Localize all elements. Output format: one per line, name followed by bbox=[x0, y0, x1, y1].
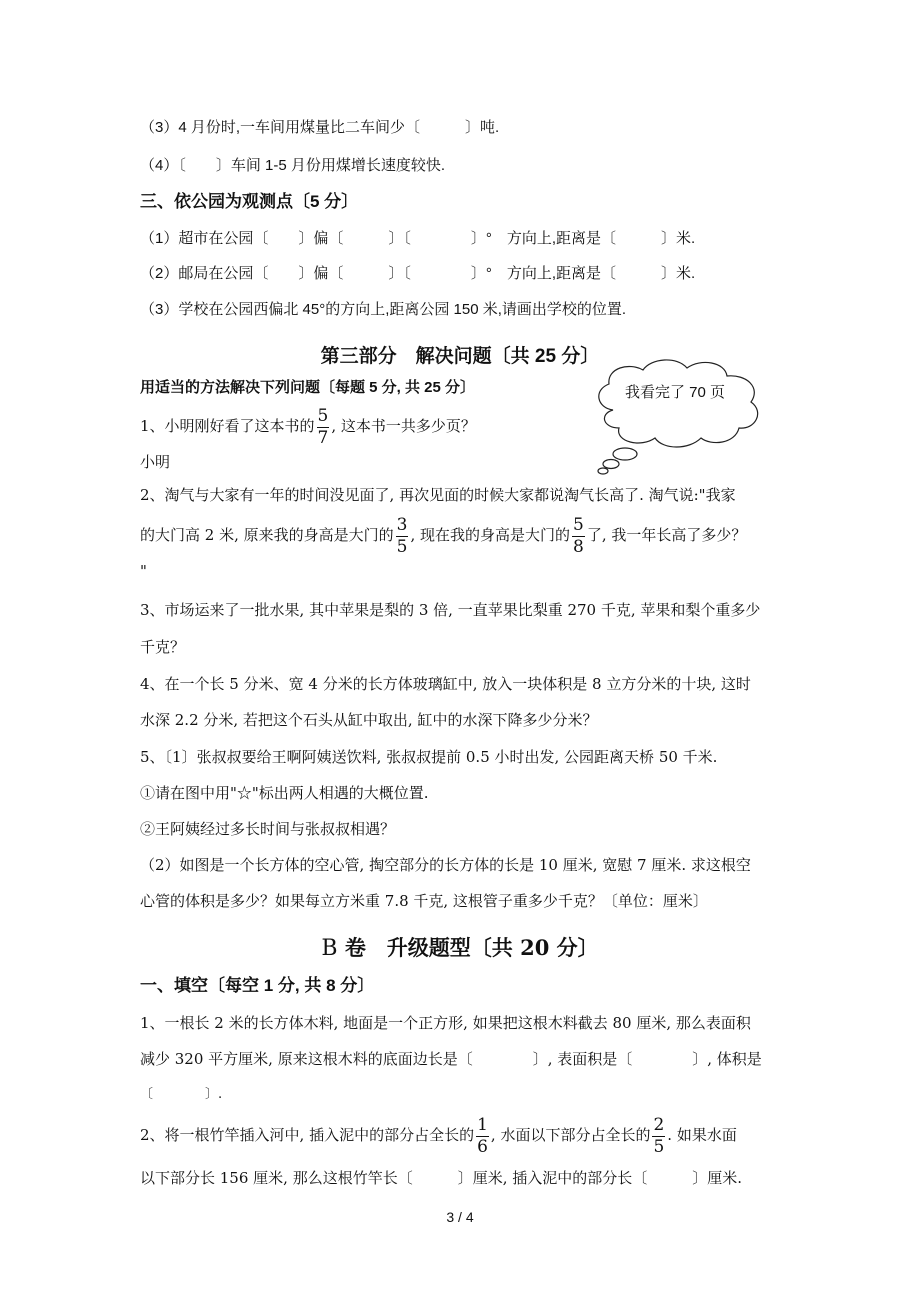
part-3-title: 第三部分 解决问题〔共 25 分〕 bbox=[320, 346, 600, 367]
problem-4-line-1: 4、在一个长 5 分米、宽 4 分米的长方体玻璃缸中, 放入一块体积是 8 立方分米的十块, 这时 bbox=[140, 675, 751, 693]
fraction-3-5: $\frac{3}{5}$ bbox=[396, 514, 408, 557]
problem-3-line-2: 千克？ bbox=[140, 638, 186, 656]
part-b-title: B 卷 升级题型〔共 20 分〕 bbox=[321, 935, 599, 961]
problem-5-line-4: （2）如图是一个长方体的空心管, 掏空部分的长方体的长是 10 厘米, 宽慰 7 厘米. 求这根空 bbox=[140, 856, 751, 874]
problem-1-name: 小明 bbox=[140, 453, 171, 471]
b-problem-1-line-1: 1、一根长 2 米的长方体木料, 地面是一个正方形, 如果把这根木料截去 80 厘米, 那么表面积 bbox=[140, 1014, 751, 1032]
observation-3-school: （3）学校在公园西偏北 45°的方向上,距离公园 150 米,请画出学校的位置. bbox=[140, 301, 627, 318]
part-b-section-1-heading: 一、填空〔每空 1 分, 共 8 分〕 bbox=[140, 976, 375, 995]
problem-5-line-2: ①请在图中用"☆"标出两人相遇的大概位置. bbox=[140, 784, 429, 802]
problem-5-line-3: ②王阿姨经过多长时间与张叔叔相遇？ bbox=[140, 820, 396, 838]
thought-bubble-text: 我看完了 70 页 bbox=[625, 384, 726, 401]
b-problem-1-line-2: 减少 320 平方厘米, 原来这根木料的底面边长是〔 〕, 表面积是〔 〕, 体积是 bbox=[140, 1050, 762, 1068]
question-3-coal-difference: （3）4 月份时,一车间用煤量比二车间少〔 〕吨. bbox=[140, 119, 500, 136]
b-problem-2-line-1: 2、将一根竹竿插入河中, 插入泥中的部分占全长的 $\frac{1}{6}$ , 水面以下部分占全长的 $\frac{2}{5}$ . 如果水面 bbox=[140, 1114, 737, 1157]
fraction-5-7: $\frac{5}{7}$ bbox=[317, 405, 329, 448]
problem-5-line-1: 5、〔1〕张叔叔要给王啊阿姨送饮料, 张叔叔提前 0.5 小时出发, 公园距离天桥 50 千米. bbox=[140, 748, 718, 766]
part-3-instruction: 用适当的方法解决下列问题〔每题 5 分, 共 25 分〕 bbox=[140, 379, 476, 396]
b-problem-1-line-3: 〔 〕. bbox=[140, 1087, 223, 1102]
observation-1-supermarket: （1）超市在公园〔 〕偏〔 〕〔 〕° 方向上,距离是〔 〕米. bbox=[140, 230, 696, 247]
problem-2-line-2: 的大门高 2 米, 原来我的身高是大门的 $\frac{3}{5}$ , 现在我的身高是大门的 $\frac{5}{8}$ 了, 我一年长高了多少？ bbox=[140, 514, 747, 557]
page-number: 3 / 4 bbox=[446, 1209, 474, 1225]
fraction-2-5: $\frac{2}{5}$ bbox=[653, 1114, 665, 1157]
problem-3-line-1: 3、市场运来了一批水果, 其中苹果是梨的 3 倍, 一直苹果比梨重 270 千克, 苹果和梨个重多少 bbox=[140, 601, 761, 619]
problem-2-line-1: 2、淘气与大家有一年的时间没见面了, 再次见面的时候大家都说淘气长高了. 淘气说:"我家 bbox=[140, 486, 736, 504]
fraction-1-6: $\frac{1}{6}$ bbox=[477, 1114, 488, 1157]
problem-5-line-5: 心管的体积是多少？如果每立方米重 7.8 千克, 这根管子重多少千克？〔单位：厘米〕 bbox=[140, 892, 708, 910]
problem-4-line-2: 水深 2.2 分米, 若把这个石头从缸中取出, 缸中的水深下降多少分米？ bbox=[140, 711, 598, 729]
problem-1: 1、小明刚好看了这本书的 $\frac{5}{7}$ , 这本书一共多少页？ bbox=[140, 405, 476, 448]
question-4-growth-rate: （4）〔 〕车间 1-5 月份用煤增长速度较快. bbox=[140, 157, 446, 174]
b-problem-2-line-2: 以下部分长 156 厘米, 那么这根竹竿长〔 〕厘米, 插入泥中的部分长〔 〕厘米. bbox=[140, 1169, 743, 1187]
thought-bubble bbox=[585, 358, 775, 478]
fraction-5-8: $\frac{5}{8}$ bbox=[573, 514, 584, 557]
section-3-heading: 三、依公园为观测点〔5 分〕 bbox=[140, 192, 359, 211]
problem-2-closing-quote: " bbox=[140, 562, 147, 580]
observation-2-post-office: （2）邮局在公园〔 〕偏〔 〕〔 〕° 方向上,距离是〔 〕米. bbox=[140, 265, 696, 282]
